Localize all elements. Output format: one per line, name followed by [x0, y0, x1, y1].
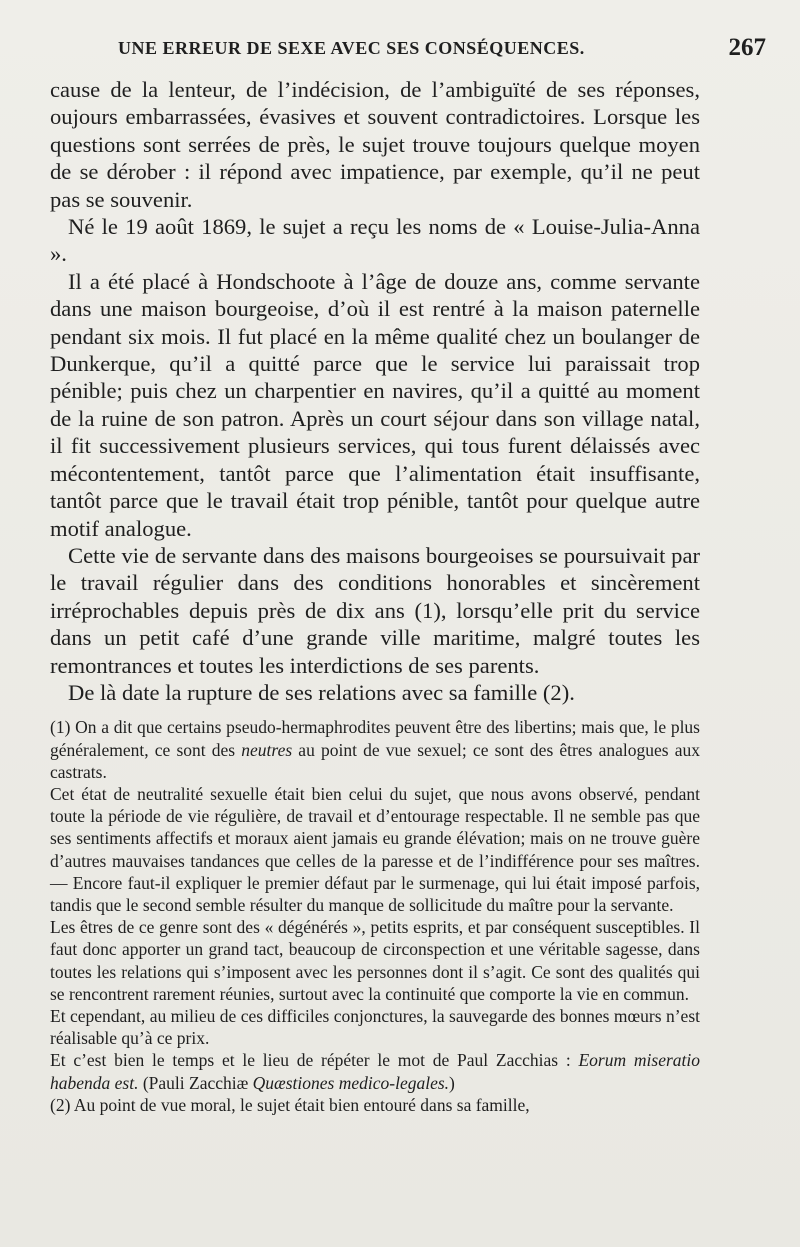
- footnote-5-outro: ): [449, 1072, 455, 1093]
- footnote-5-intro: Et c’est bien le temps et le lieu de répéter le mot de Paul Zacchias :: [50, 1050, 579, 1071]
- footnote-5-middle: (Pauli Zacchiæ: [138, 1072, 253, 1093]
- running-title: UNE ERREUR DE SEXE AVEC SES CONSÉQUENCES.: [118, 38, 585, 58]
- running-head: [50, 34, 766, 70]
- body-paragraph-2: Né le 19 août 1869, le sujet a reçu les noms de « Louise-Julia-Anna ».: [50, 214, 700, 267]
- footnotes: [50, 716, 700, 1116]
- footnote-1-italic: neutres: [241, 739, 293, 760]
- footnote-2-start: (2) Au point de vue moral, le sujet était bien entouré dans sa famille,: [50, 1094, 530, 1115]
- body-paragraph-1: cause de la lenteur, de l’indécision, de l’ambiguïté de ses réponses, oujours embarrassées, évasives et souvent contradictoires. Lorsque les questions sont serrées de près, le sujet trouve toujours quelque moyen de se dérober : il répond avec impatience, par exemple, qu’il ne peut pas se souvenir.: [50, 77, 700, 212]
- body-paragraph-4: Cette vie de servante dans des maisons bourgeoises se poursuivait par le travail régulier dans des conditions honorables et sincèrement irréprochables depuis près de dix ans (1), lorsqu’elle prit du service dans un petit café d’une grande ville maritime, malgré toutes les remontrances et toutes les interdictions de ses parents.: [50, 542, 700, 678]
- footnote-paragraph-3: Les êtres de ce genre sont des « dégénérés », petits esprits, et par conséquent susceptibles. Il faut donc apporter un grand tact, beaucoup de circonspection et une véritable sagesse, dans toutes les relations qui s’imposent avec les personnes dont il s’agit. Ce sont des qualités qui se rencontrent rarement réunies, surtout avec la continuité que comporte la vie en commun.: [50, 917, 700, 1004]
- footnote-1-intro: (1) On a dit que certains pseudo-hermaphrodites peuvent être des libertins; mais que, le plus généralement, ce sont des: [50, 717, 700, 760]
- footnote-paragraph-2: Cet état de neutralité sexuelle était bien celui du sujet, que nous avons observé, pendant toute la période de vie régulière, de travail et d’entourage respectable. Il ne semble pas que ses sentiments affectifs et moraux aient jamais eu grande élévation; mais on ne trouve guère d’autres mauvaises tandances que celles de la paresse et de l’indifférence pour ses maîtres. — Encore faut-il expliquer le premier défaut par le surmenage, qui lui était imposé parfois, tandis que le second semble résulter du manque de sollicitude du maître pour la servante.: [50, 783, 700, 915]
- main-body: [50, 76, 700, 706]
- footnote-1-outro: au point de vue sexuel; ce sont des êtres analogues aux castrats.: [50, 739, 700, 782]
- body-paragraph-5: De là date la rupture de ses relations avec sa famille (2).: [68, 679, 575, 705]
- footnote-paragraph-5: [50, 1049, 700, 1093]
- page-number: 267: [728, 34, 766, 61]
- footnote-5-title: Quæstiones medico-legales.: [252, 1072, 450, 1093]
- footnote-1: [50, 716, 700, 783]
- footnote-5-latin-quote: Eorum miseratio habenda est.: [50, 1050, 700, 1093]
- body-paragraph-3: Il a été placé à Hondschoote à l’âge de douze ans, comme servante dans une maison bourgeoise, d’où il est rentré à la maison paternelle pendant six mois. Il fut placé en la même qualité chez un boulanger de Dunkerque, qu’il a quitté parce que le service lui paraissait trop pénible; puis chez un charpentier en navires, qu’il a quitté au moment de la ruine de son patron. Après un court séjour dans son village natal, il fit successivement plusieurs services, qui tous furent délaissés avec mécontentement, tantôt parce que l’alimentation était insuffisante, tantôt parce que le travail était trop pénible, tantôt pour quelque autre motif analogue.: [50, 268, 700, 541]
- footnote-paragraph-4: Et cependant, au milieu de ces difficiles conjonctures, la sauvegarde des bonnes mœurs n’est réalisable qu’à ce prix.: [50, 1005, 700, 1049]
